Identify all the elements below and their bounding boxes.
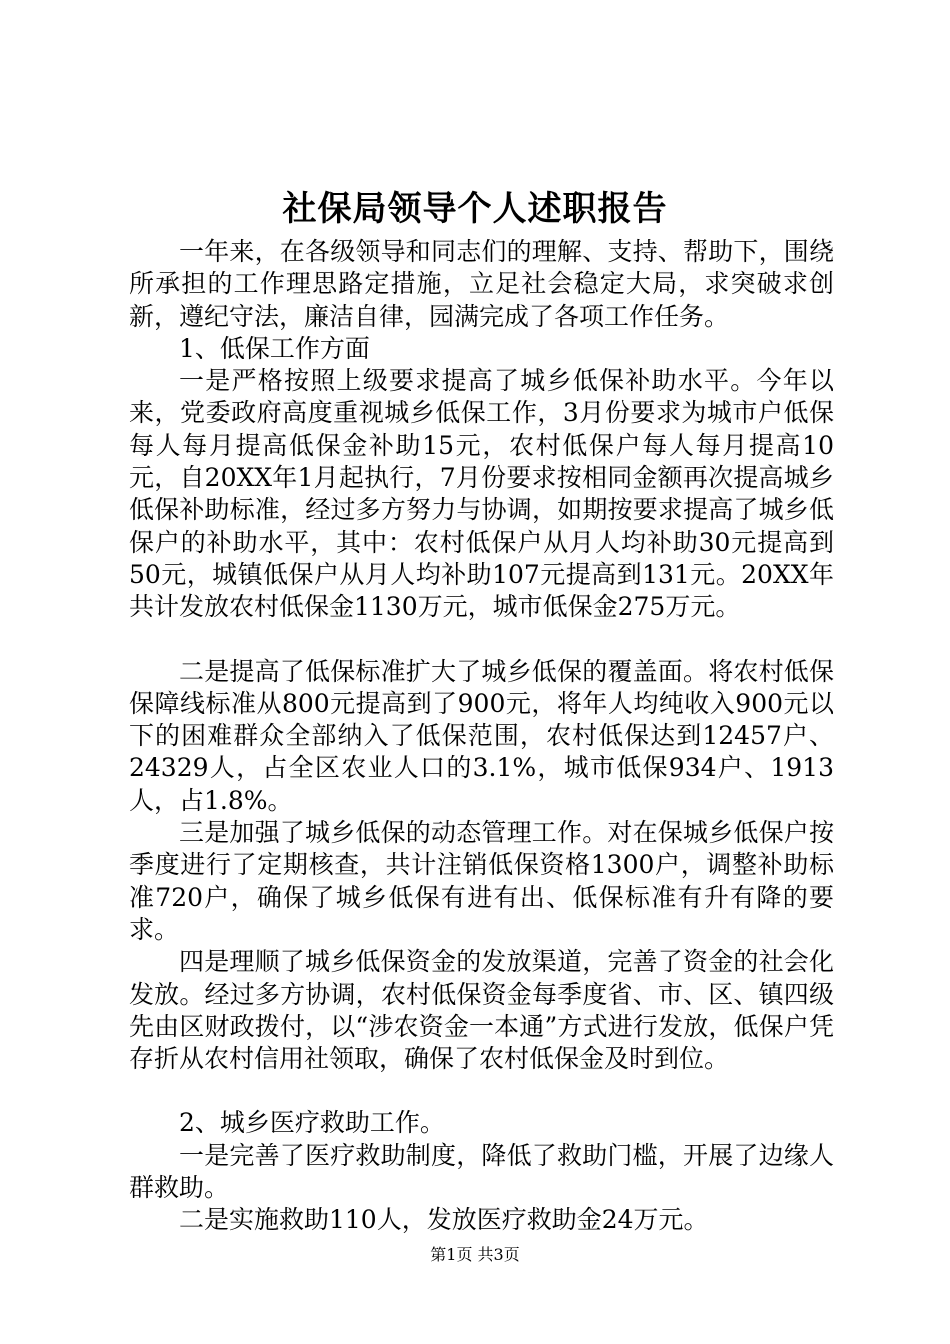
paragraph-medical-1: 一是完善了医疗救助制度，降低了救助门槛，开展了边缘人群救助。 bbox=[129, 1140, 834, 1203]
section-heading-medical-aid: 2、城乡医疗救助工作。 bbox=[179, 1108, 445, 1138]
paragraph-item-1: 一是严格按照上级要求提高了城乡低保补助水平。今年以来，党委政府高度重视城乡低保工作，3月份要求为城市户低保每人每月提高低保金补助15元，农村低保户每人每月提高10元，自20XX年1月起执行，7月份要求按相同金额再次提高城乡低保补助标准，经过多方努力与协调，如期按要求提高了城乡低保户的补助水平，其中：农村低保户从月人均补助30元提高到50元，城镇低保户从月人均补助107元提高到131元。20XX年共计发放农村低保金1130万元，城市低保金275万元。 bbox=[129, 366, 834, 622]
page-number-footer: 第1页 共3页 bbox=[430, 1245, 520, 1264]
document-body bbox=[129, 236, 834, 1237]
document-title: 社保局领导个人述职报告 bbox=[282, 189, 668, 229]
paragraph-item-2: 二是提高了低保标准扩大了城乡低保的覆盖面。将农村低保保障线标准从800元提高到了900元，将年人均纯收入900元以下的困难群众全部纳入了低保范围，农村低保达到12457户、24329人，占全区农业人口的3.1%，城市低保934户、1913人，占1.8%。 bbox=[129, 656, 834, 815]
paragraph-item-3: 三是加强了城乡低保的动态管理工作。对在保城乡低保户按季度进行了定期核查，共计注销低保资格1300户，调整补助标准720户，确保了城乡低保有进有出、低保标准有升有降的要求。 bbox=[129, 818, 834, 944]
section-heading-low-income: 1、低保工作方面 bbox=[179, 333, 370, 363]
paragraph-intro: 一年来，在各级领导和同志们的理解、支持、帮助下，围绕所承担的工作理思路定措施，立足社会稳定大局，求突破求创新，遵纪守法，廉洁自律，园满完成了各项工作任务。 bbox=[129, 237, 834, 331]
paragraph-item-4: 四是理顺了城乡低保资金的发放渠道，完善了资金的社会化发放。经过多方协调，农村低保资金每季度省、市、区、镇四级先由区财政拨付，以“涉农资金一本通”方式进行发放，低保户凭存折从农村信用社领取，确保了农村低保金及时到位。 bbox=[129, 947, 834, 1074]
paragraph-medical-2: 二是实施救助110人，发放医疗救助金24万元。 bbox=[179, 1205, 709, 1235]
